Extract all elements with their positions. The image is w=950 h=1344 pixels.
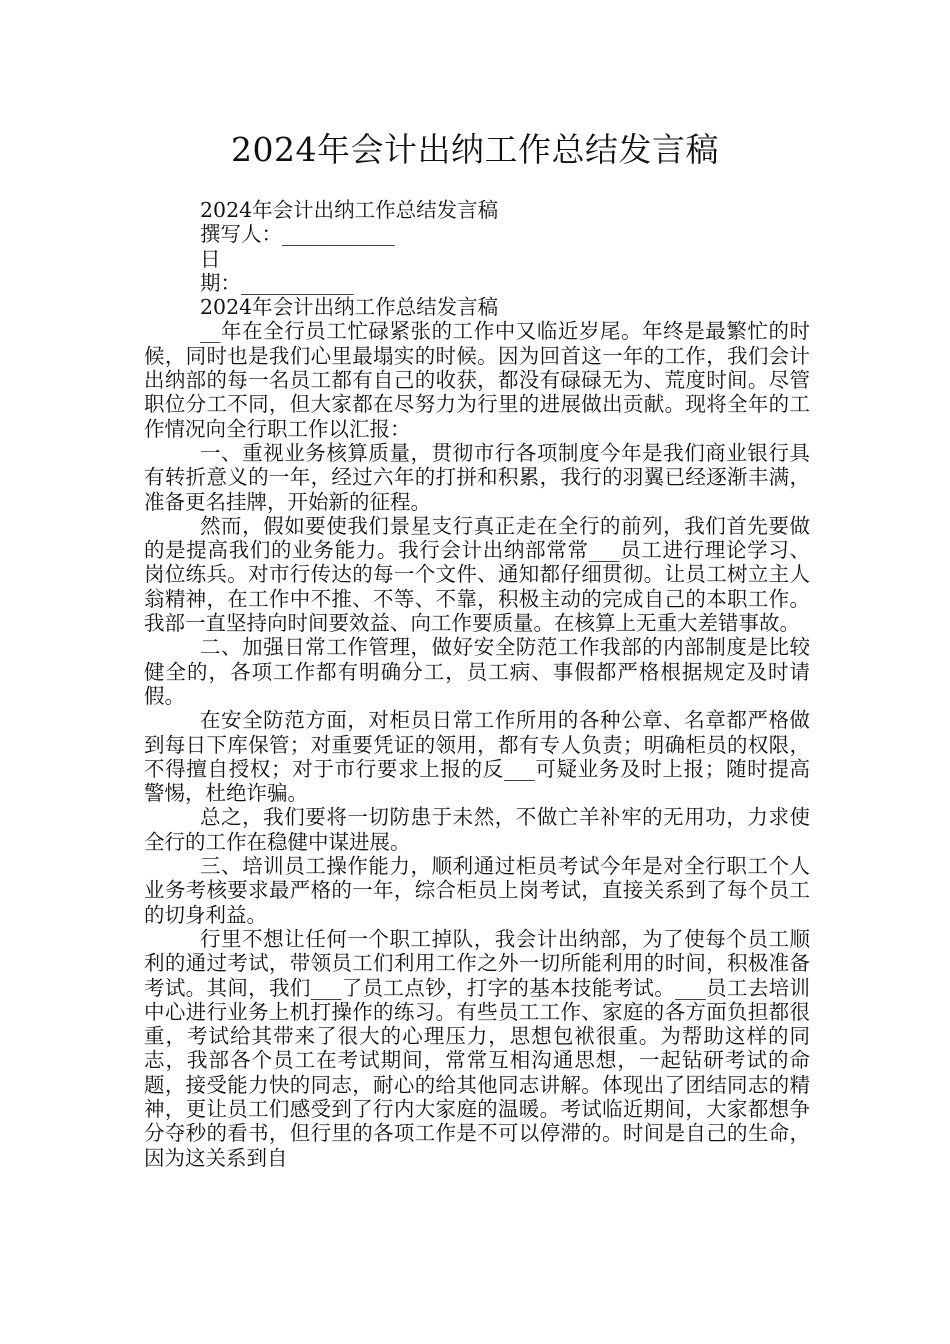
paragraph-section-2: 二、加强日常工作管理，做好安全防范工作我部的内部制度是比较健全的，各项工作都有明确分工，员工病、事假都严格根据规定及时请假。 — [144, 635, 810, 708]
paragraph-section-1-detail: 然而，假如要使我们景星支行真正走在全行的前列，我们首先要做的是提高我们的业务能力。我行会计出纳部常常___员工进行理论学习、岗位练兵。对市行传达的每一个文件、通知都仔细贯彻。让员工树立主人翁精神，在工作中不推、不等、不靠，积极主动的完成自己的本职工作。我部一直坚持向时间要效益、向工作要质量。在核算上无重大差错事故。 — [144, 513, 810, 636]
paragraph-section-2-security: 在安全防范方面，对柜员日常工作所用的各种公章、名章都严格做到每日下库保管；对重要凭证的领用，都有专人负责；明确柜员的权限，不得擅自授权；对于市行要求上报的反___可疑业务及时上报；随时提高警惕，杜绝诈骗。 — [144, 708, 810, 806]
paragraph-intro: __年在全行员工忙碌紧张的工作中又临近岁尾。年终是最繁忙的时候，同时也是我们心里最塌实的时候。因为回首这一年的工作，我们会计出纳部的每一名员工都有自己的收获，都没有碌碌无为、荒度时间。尽管职位分工不同，但大家都在尽努力为行里的进展做出贡献。现将全年的工作情况向全行职工作以汇报： — [144, 319, 810, 441]
document-title: 2024年会计出纳工作总结发言稿 — [231, 130, 719, 169]
document-body — [144, 198, 810, 1170]
author-line: 撰写人：___________ — [200, 222, 395, 247]
header-subtitle: 2024年会计出纳工作总结发言稿 — [200, 198, 499, 222]
header-subtitle-2: 2024年会计出纳工作总结发言稿 — [200, 295, 499, 320]
paragraph-section-3: 三、培训员工操作能力，顺利通过柜员考试今年是对全行职工个人业务考核要求最严格的一年，综合柜员上岗考试，直接关系到了每个员工的切身利益。 — [144, 854, 810, 927]
date-line-1: 日 — [200, 246, 221, 271]
date-line-2: 期：___________ — [200, 270, 354, 295]
paragraph-section-3-detail: 行里不想让任何一个职工掉队，我会计出纳部，为了使每个员工顺利的通过考试，带领员工们利用工作之外一切所能利用的时间，积极准备考试。其间，我们___了员工点钞，打字的基本技能考试。___员工去培训中心进行业务上机打操作的练习。有些员工工作、家庭的各方面负担都很重，考试给其带来了很大的心理压力，思想包袱很重。为帮助这样的同志，我部各个员工在考试期间，常常互相沟通思想，一起钻研考试的命题，接受能力快的同志，耐心的给其他同志讲解。体现出了团结同志的精神，更让员工们感受到了行内大家庭的温暖。考试临近期间，大家都想争分夺秒的看书，但行里的各项工作是不可以停滞的。时间是自己的生命，因为这关系到自 — [144, 926, 810, 1170]
paragraph-section-2-summary: 总之，我们要将一切防患于未然，不做亡羊补牢的无用功，力求使全行的工作在稳健中谋进展。 — [144, 805, 810, 854]
paragraph-section-1: 一、重视业务核算质量，贯彻市行各项制度今年是我们商业银行具有转折意义的一年，经过六年的打拼和积累，我行的羽翼已经逐渐丰满，准备更名挂牌，开始新的征程。 — [144, 440, 810, 514]
